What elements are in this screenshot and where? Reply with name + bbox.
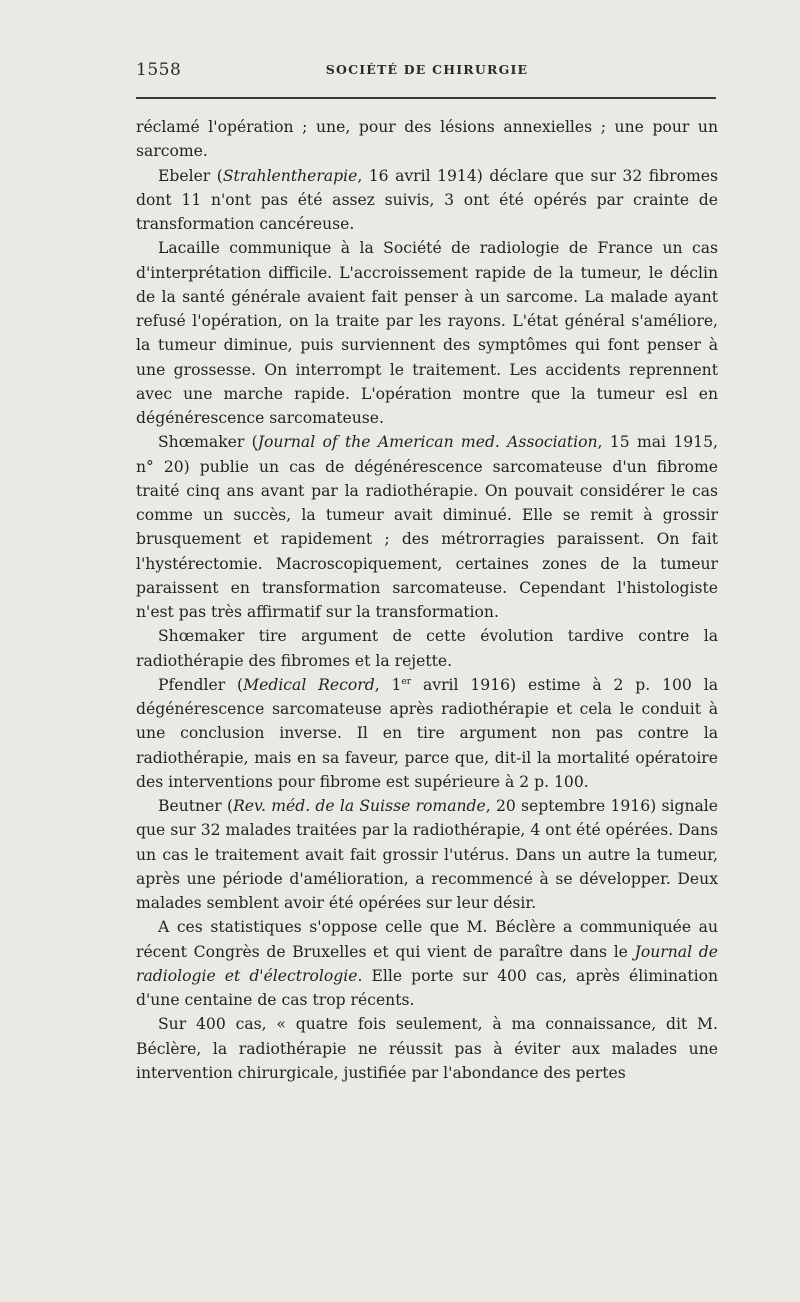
text-run: , 1 [374,675,402,694]
italic-citation: Rev. méd. de la Suisse romande [233,797,486,815]
text-run: Shœmaker ( [158,433,258,452]
text-run: Ebeler ( [158,166,223,185]
paragraph [136,430,718,624]
text-run: réclamé l'opération ; une, pour des lésions annexielles ; une pour un sarcome. [136,118,718,161]
paragraph [136,915,718,1012]
italic-citation: Journal de radiologie et d'électrologie [136,942,718,985]
text-run: Lacaille communique à la Société de radiologie de France un cas d'interprétation difficile. L'accroissement rapide de la tumeur, le déclin de la santé générale avaient fait penser à un sarcome. La malade ayant refusé l'opération, on la traite par les rayons. L'état général s'améliore, la tumeur diminue, puis surviennent des symptômes qui font penser à une grossesse. On interrompt le traitement. Les accidents reprennent avec une marche rapide. L'opération montre que la tumeur esl en dégénérescence sarcomateuse. [136,239,718,427]
text-run: Sur 400 cas, « quatre fois seulement, à ma connaissance, dit M. Béclère, la radiothérapie ne réussit pas à éviter aux malades une intervention chirurgicale, justifiée par l'abondance des pertes [136,1015,718,1082]
page-header [136,58,718,82]
paragraph [136,1012,718,1085]
page-number: 1558 [136,60,182,80]
paragraph [136,236,718,430]
paragraph [136,115,718,164]
text-run: , 16 avril 1914) déclare que sur 32 fibromes dont 11 n'ont pas été assez suivis, 3 ont été opérés par crainte de transformation cancéreuse. [136,166,718,233]
text-run: , 15 mai 1915, n° 20) publie un cas de dégénérescence sarcomateuse d'un fibrome traité cinq ans avant par la radiothérapie. On pouvait considérer le cas comme un succès, la tumeur avait diminué. Elle se remit à grossir brusquement et rapidement ; des métrorragies paraissent. On fait l'hystérectomie. Macroscopiquement, certaines zones de la tumeur paraissent en transformation sarcomateuse. Cependant l'histologiste n'est pas très affirmatif sur la transformation. [136,433,718,621]
header-rule [136,97,716,99]
running-title: SOCIÉTÉ DE CHIRURGIE [325,62,529,77]
paragraph [136,624,718,673]
text-run: , 20 septembre 1916) signale que sur 32 malades traitées par la radiothérapie, 4 ont été opérées. Dans un cas le traitement avait fait grossir l'utérus. Dans un autre la tumeur, après une période d'amélioration, a recommencé à se développer. Deux malades semblent avoir été opérées sur leur désir. [136,797,719,912]
text-run: avril 1916) estime à 2 p. 100 la dégénérescence sarcomateuse après radiothérapie et cela le conduit à une conclusion inverse. Il en tire argument non pas contre la radiothérapie, mais en sa faveur, parce que, dit-il la mortalité opératoire des interventions pour fibrome est supérieure à 2 p. 100. [136,675,718,791]
italic-citation: Medical Record [243,675,375,694]
superscript: er [401,676,412,687]
paragraph [136,794,718,915]
body-text [136,115,718,1085]
text-run: . Elle porte sur 400 cas, après élimination d'une centaine de cas trop récents. [136,966,719,1009]
italic-citation: Strahlentherapie [222,166,358,185]
text-run: Shœmaker tire argument de cette évolution tardive contre la radiothérapie des fibromes et la rejette. [136,627,718,670]
text-run: A ces statistiques s'oppose celle que M. Béclère a communiquée au récent Congrès de Bruxelles et qui vient de paraître dans le [136,918,718,961]
paragraph [136,164,718,237]
text-run: Pfendler ( [158,675,244,694]
text-run: Beutner ( [158,797,234,815]
italic-citation: Journal of the American med. Association [257,433,598,452]
paragraph [136,673,718,794]
